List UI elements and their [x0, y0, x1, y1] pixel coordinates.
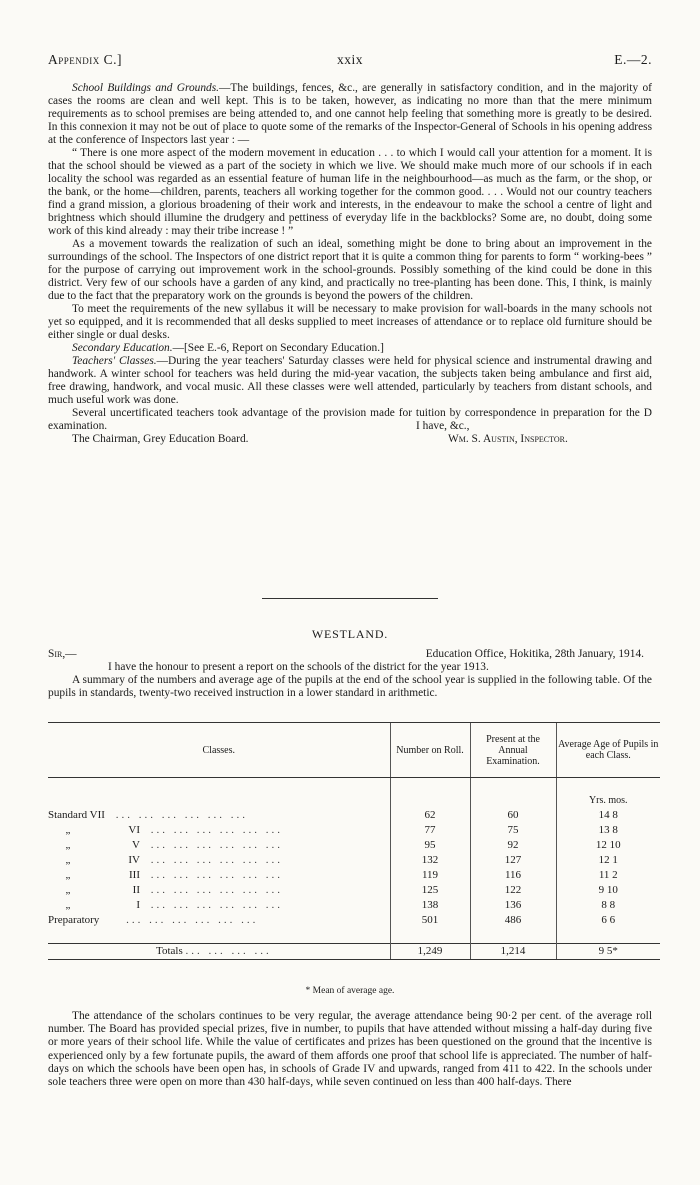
cell-age: 13 8 [556, 823, 660, 838]
paragraph-quotation: “ There is one more aspect of the modern movement in education . . . to which I would call your attention for a moment. It is that the school should be viewed as a part of the society in which we live. We should make much more of our schools if in each locality the school was regarded as an essential feature of human life in the neighbourhood—as much as the farm, or the shop, or the bank, or the home—children, parents, teachers all working together for the common good. . . . Would not our country teachers find a grand mission, a glorious broadening of their work and interests, in the endeavour to make the school a centre of light and brightness which should illumine the drudgery and pettiness of everyday life in the backblocks? Some are, no doubt, doing some work of this kind already : may their tribe increase ! ” [48, 147, 652, 237]
grey-report-section [48, 82, 652, 459]
paragraph-movement: As a movement towards the realization of such an ideal, something might be done to bring about an improvement in the surroundings of the school. The Inspectors of one district report that it is quite a common thing for parents to form “ working-bees ” for the purpose of carrying out improvement work in the school-grounds. Possibly something of the kind could be done in this district. Very few of our schools have a garden of any kind, and practically no tree-planting has been done. This, I think, is mainly due to the fact that the preparatory work on the grounds is beyond the powers of the children. [48, 238, 652, 302]
sig-inspector: Wm. S. Austin, Inspector. [448, 433, 568, 445]
col-header-roll: Number on Roll. [390, 723, 470, 778]
ditto-mark: „ [65, 869, 71, 881]
class-label: Standard VII [48, 809, 105, 821]
cell-present: 60 [470, 808, 556, 823]
leader-dots: ... ... ... ... ... ... [150, 899, 283, 911]
cell-roll: 62 [390, 808, 470, 823]
cell-present: 122 [470, 883, 556, 898]
header-paper-ref: E.—2. [614, 52, 652, 67]
cell-age: 11 2 [556, 868, 660, 883]
ditto-mark: „ [65, 824, 71, 836]
age-units: Yrs. mos. [556, 793, 660, 808]
ditto-mark: „ [65, 839, 71, 851]
class-label-cell [48, 898, 390, 913]
cell-roll: 95 [390, 838, 470, 853]
totals-label-cell [48, 944, 390, 960]
cell-roll: 77 [390, 823, 470, 838]
totals-row [48, 944, 660, 960]
paragraph-attendance: The attendance of the scholars continues to be very regular, the average attendance being 90·2 per cent. of the average roll number. The Board has provided special prizes, five in number, to pupils that have attended without missing a half-day during five or more years of their school life. While the value of certificates and prizes has been questioned on the ground that the incentive is experienced only by a few fortunate pupils, the award of them affords one proof that school life is appreciated. The number of half-days on which the schools have been open has, in schools of Grade IV and upwards, ranged from 411 to 422. In the schools under sole teachers three were open on more than 430 half-days, while seven continued on less than 400 half-days. There [48, 1010, 652, 1089]
units-row [48, 793, 660, 808]
text-school-buildings: —The buildings, fences, &c., are generally in satisfactory condition, and in the majority of cases the rooms are clean and well kept. This is to be taken, however, as indicating no more than that the mere minimum requirements as to school premises are being attended to, and one cannot help feeling that something more is greatly to be desired. In this connexion it may not be out of place to quote some of the remarks of the Inspector-General of Schools in his opening address at the conference of Inspectors last year : — [48, 82, 652, 146]
class-label-cell [48, 838, 390, 853]
table-row [48, 883, 660, 898]
class-label: III [129, 869, 140, 881]
leader-dots: ... ... ... ... ... ... [115, 809, 248, 821]
paragraph-teachers-classes [48, 355, 652, 407]
col-header-age: Average Age of Pupils in each Class. [556, 723, 660, 778]
text-secondary-education: —[See E.-6, Report on Secondary Education.] [172, 342, 384, 354]
dateline: Education Office, Hokitika, 28th January, 1914. [425, 648, 644, 660]
heading-teachers-classes: Teachers' Classes. [72, 355, 157, 367]
cell-age: 12 1 [556, 853, 660, 868]
table-row [48, 823, 660, 838]
totals-label: Totals [156, 945, 183, 957]
table-row [48, 838, 660, 853]
cell-present: 116 [470, 868, 556, 883]
salutation-line [48, 648, 652, 661]
ditto-mark: „ [65, 899, 71, 911]
salutation: Sir,— [48, 648, 77, 660]
class-label: I [136, 899, 140, 911]
cell-roll: 119 [390, 868, 470, 883]
leader-dots: ... ... ... ... ... ... [150, 824, 283, 836]
table-row [48, 898, 660, 913]
col-header-present: Present at the Annual Examination. [470, 723, 556, 778]
class-label-cell [48, 853, 390, 868]
header-page-number: xxix [336, 52, 363, 67]
paragraph-uncertificated: Several uncertificated teachers took advantage of the provision made for tuition by correspondence in preparation for the D examination. [48, 407, 652, 432]
ditto-mark: „ [65, 884, 71, 896]
cell-present: 486 [470, 913, 556, 928]
leader-dots: ... ... ... ... ... ... [150, 854, 283, 866]
running-header [48, 52, 652, 72]
westland-title: WESTLAND. [311, 627, 389, 641]
class-label: Preparatory [48, 914, 100, 926]
cell-present: 127 [470, 853, 556, 868]
class-label: IV [128, 854, 140, 866]
cell-age: 12 10 [556, 838, 660, 853]
paragraph-syllabus: To meet the requirements of the new syllabus it will be necessary to make provision for wall-boards in the many schools not yet so equipped, and it is recommended that all desks supplied to meet increases of attendance or to replace old furniture should be either single or dual desks. [48, 303, 652, 341]
table-body [48, 778, 660, 944]
cell-roll: 501 [390, 913, 470, 928]
cell-present: 92 [470, 838, 556, 853]
class-label-cell [48, 913, 390, 928]
table-row [48, 868, 660, 883]
class-label: V [132, 839, 140, 851]
pupils-summary-table [48, 722, 660, 960]
cell-roll: 125 [390, 883, 470, 898]
leader-dots: ... ... ... ... ... ... [150, 839, 283, 851]
heading-secondary-education: Secondary Education. [72, 342, 173, 354]
table-row [48, 853, 660, 868]
westland-intro [48, 648, 652, 700]
cell-present: 136 [470, 898, 556, 913]
leader-dots: ... ... ... ... ... ... [150, 884, 283, 896]
paragraph-honour: I have the honour to present a report on the schools of the district for the year 1913. [108, 661, 489, 673]
class-label-cell [48, 808, 390, 823]
paragraph-summary: A summary of the numbers and average age of the pupils at the end of the school year is supplied in the following table. Of the pupils in standards, twenty-two received instruction in a lower standard in arithmetic. [48, 674, 652, 699]
class-label-cell [48, 823, 390, 838]
sig-have: I have, &c., [416, 420, 470, 432]
cell-age: 8 8 [556, 898, 660, 913]
cell-roll: 132 [390, 853, 470, 868]
totals-present: 1,214 [470, 944, 556, 960]
table-footnote: * Mean of average age. [305, 986, 395, 996]
leader-dots: ... ... ... ... ... ... [150, 869, 283, 881]
ditto-mark: „ [65, 854, 71, 866]
class-label: VI [128, 824, 140, 836]
paragraph-secondary-education [48, 342, 652, 355]
table-row [48, 808, 660, 823]
totals-dots: ... ... ... ... [185, 945, 272, 957]
section-divider [262, 598, 438, 599]
sig-addressee: The Chairman, Grey Education Board. [72, 433, 249, 445]
cell-age: 9 10 [556, 883, 660, 898]
cell-roll: 138 [390, 898, 470, 913]
header-appendix: Appendix C.] [48, 52, 123, 67]
heading-school-buildings: School Buildings and Grounds. [72, 82, 220, 94]
table-header-row [48, 723, 660, 778]
class-label-cell [48, 883, 390, 898]
signature-block [48, 420, 652, 459]
text-teachers-classes: —During the year teachers' Saturday classes were held for physical science and instrumental drawing and handwork. A winter school for teachers was held during the mid-year vacation, the subjects taken being ambulance and first aid, free drawing, handwork, and vocal music. All these classes were well attended, particularly by teachers from distant schools, and much useful work was done. [48, 355, 653, 406]
attendance-section [48, 1010, 652, 1089]
totals-roll: 1,249 [390, 944, 470, 960]
cell-present: 75 [470, 823, 556, 838]
class-label-cell [48, 868, 390, 883]
table-row [48, 913, 660, 928]
class-label: II [132, 884, 140, 896]
cell-age: 14 8 [556, 808, 660, 823]
cell-age: 6 6 [556, 913, 660, 928]
leader-dots: ... ... ... ... ... ... [126, 914, 259, 926]
col-header-classes: Classes. [48, 723, 390, 778]
paragraph-school-buildings [48, 82, 652, 147]
totals-age: 9 5* [556, 944, 660, 960]
